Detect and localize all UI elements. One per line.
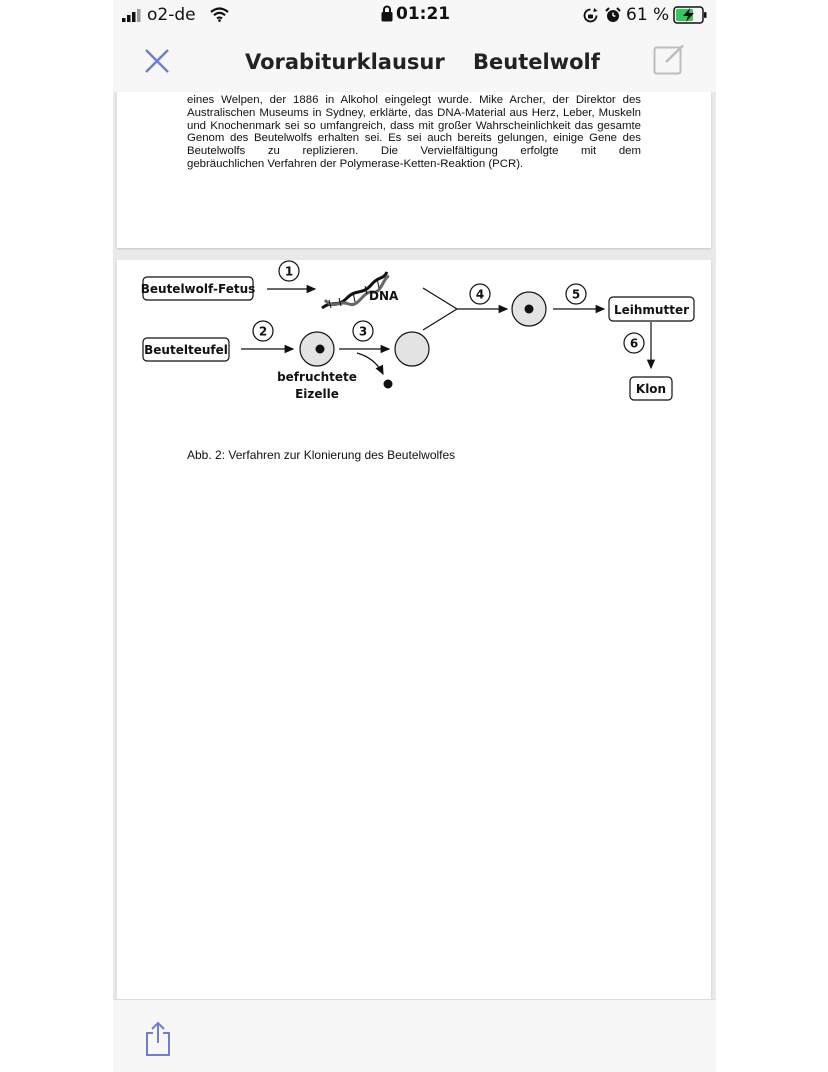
fusion-lines [423, 288, 457, 330]
navigation-bar [113, 30, 716, 92]
egg-label-line2: Eizelle [295, 387, 339, 401]
alarm-icon [605, 7, 621, 23]
step-2-number: 2 [258, 324, 268, 339]
step-6-marker [624, 333, 644, 353]
step-5-number: 5 [571, 287, 581, 302]
signal-icon [122, 9, 144, 22]
rotation-lock-icon [583, 8, 598, 23]
devil-box [143, 338, 229, 361]
step-3-number: 3 [358, 324, 368, 339]
paragraph-line: das gesamte Genom des Beutelwolfs erhalten sei. Es sei auch bereits gelungen, [187, 119, 641, 145]
lock-icon [381, 5, 393, 22]
surrogate-mother-box [609, 297, 694, 321]
share-icon[interactable] [144, 1021, 172, 1057]
surrogate-label: Leihmutter [613, 303, 690, 317]
phone-screen [113, 0, 716, 1071]
egg-label-line1: befruchtete [277, 370, 357, 384]
carrier-name: o2-de [147, 5, 196, 25]
step-1-number: 1 [284, 264, 294, 279]
dna-label: DNA [369, 289, 399, 303]
step-4-number: 4 [475, 287, 485, 302]
status-bar [113, 0, 716, 30]
document-viewer[interactable] [113, 92, 716, 999]
fetus-label: Beutelwolf-Fetus [140, 282, 256, 296]
step-3-marker [353, 321, 373, 341]
step-6-number: 6 [629, 336, 639, 351]
bottom-toolbar [113, 999, 716, 1072]
fertilized-egg-cell [300, 332, 334, 366]
clock-time: 01:21 [396, 4, 451, 24]
step-4-marker [470, 284, 490, 304]
removed-nucleus [384, 380, 393, 389]
paragraph-line: einige Gene des Beutelwolfs zu replizieren. Die Vervielfältigung erfolgte mit dem [187, 132, 641, 158]
document-title-suffix: Beutelwolf [473, 50, 600, 74]
document-page-2 [117, 260, 711, 999]
clone-box [630, 377, 672, 400]
figure-caption: Abb. 2: Verfahren zur Klonierung des Beutelwolfes [187, 448, 456, 462]
document-page-1 [117, 92, 711, 248]
paragraph-line: Muskeln und Knochenmark sei so umfangreich, dass mit großer Wahrscheinlichkeit [187, 106, 641, 132]
fetus-box [141, 277, 256, 300]
step-2-marker [253, 321, 273, 341]
battery-percent: 61 % [626, 5, 670, 25]
paragraph-line: eines Welpen, der 1886 in Alkohol eingelegt wurde. Mike Archer, der Direktor des [187, 94, 641, 106]
paragraph-line: Australischen Museums in Sydney, erklärte, das DNA-Material aus Herz, Leber, [187, 106, 595, 119]
cloned-embryo-cell [512, 292, 546, 326]
wifi-icon [210, 7, 229, 22]
devil-label: Beutelteufel [144, 343, 228, 357]
close-icon[interactable] [143, 47, 171, 75]
battery-charging-icon [673, 6, 709, 24]
nucleus-removal-arrow [357, 353, 383, 374]
edit-icon[interactable] [653, 44, 685, 76]
cloning-diagram [117, 260, 711, 440]
enucleated-egg-cell [395, 332, 429, 366]
document-title: Vorabiturklausur [245, 50, 445, 74]
paragraph-line: gebräuchlichen Verfahren der Polymerase-Ketten-Reaktion (PCR). [187, 157, 524, 170]
body-paragraph [187, 94, 641, 171]
step-5-marker [566, 284, 586, 304]
step-1-marker [279, 261, 299, 281]
clone-label: Klon [635, 382, 667, 396]
